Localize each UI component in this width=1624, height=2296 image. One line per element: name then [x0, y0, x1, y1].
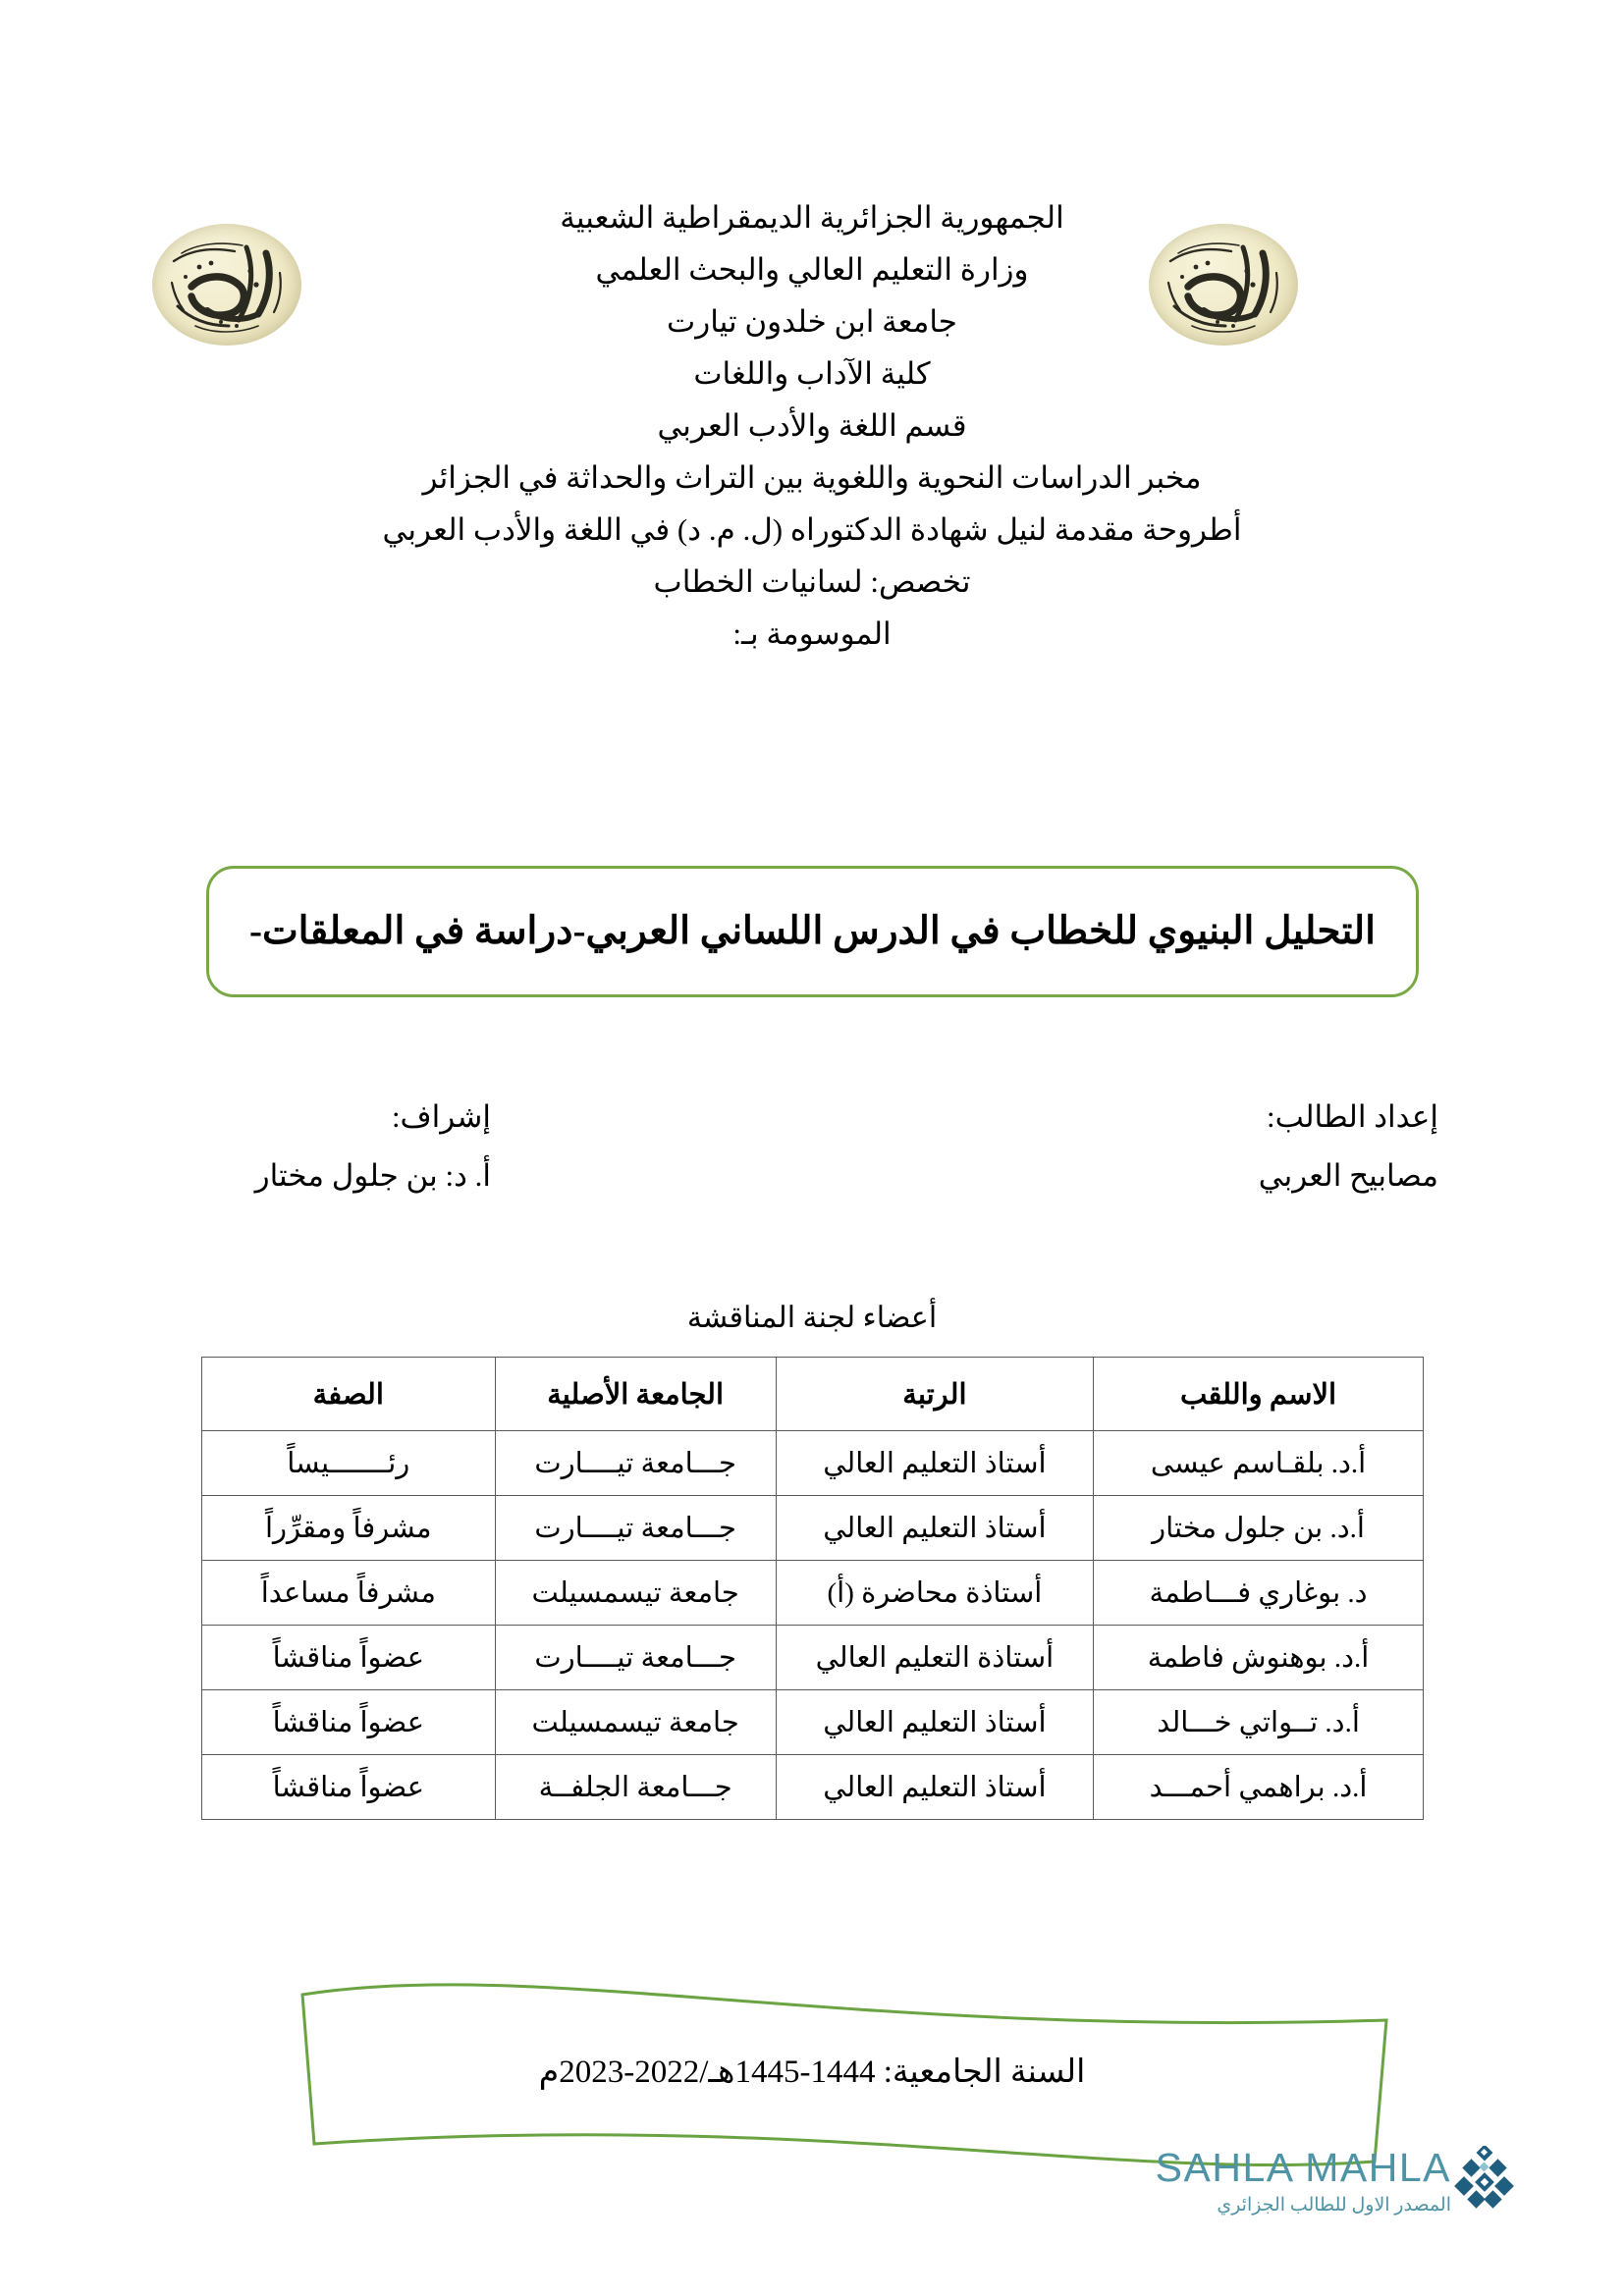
- jury-name: د. بوغاري فـــاطمة: [1094, 1561, 1424, 1626]
- table-row: [202, 1690, 1424, 1755]
- watermark-title: SAHLA MAHLA: [1155, 2145, 1451, 2190]
- supervisor-label: إشراف:: [391, 1099, 491, 1134]
- page-title: التحليل البنيوي للخطاب في الدرس اللساني العربي-دراسة في المعلقات-: [248, 909, 1377, 952]
- column-header-university: الجامعة الأصلية: [495, 1358, 776, 1431]
- jury-role: مشرفاً ومقرِّراً: [202, 1496, 496, 1561]
- header-line-degree: أطروحة مقدمة لنيل شهادة الدكتوراه (ل. م. د) في اللغة والأدب العربي: [382, 512, 1242, 547]
- jury-role: مشرفاً مساعداً: [202, 1561, 496, 1626]
- table-row: [202, 1626, 1424, 1690]
- sahla-mahla-watermark: [1127, 2146, 1520, 2254]
- table-row: [202, 1431, 1424, 1496]
- header-line-faculty: كلية الآداب واللغات: [693, 356, 931, 391]
- jury-role: رئـــــــيساً: [202, 1431, 496, 1496]
- academic-year-text: السنة الجامعية: 1444-1445هـ/2022-2023م: [538, 2055, 1086, 2090]
- jury-university: جـــامعة الجلفــة: [495, 1755, 776, 1820]
- jury-role: عضواً مناقشاً: [202, 1626, 496, 1690]
- header-line-ministry: وزارة التعليم العالي والبحث العلمي: [595, 252, 1029, 287]
- student-name: مصابيح العربي: [1258, 1158, 1438, 1193]
- sahla-mahla-logo-icon: [1451, 2146, 1516, 2215]
- header-line-university: جامعة ابن خلدون تيارت: [667, 304, 957, 339]
- header-line-entitled: الموسومة بـ:: [732, 616, 892, 651]
- table-row: [202, 1561, 1424, 1626]
- jury-rank: أستاذ التعليم العالي: [776, 1496, 1093, 1561]
- header-line-country: الجمهورية الجزائرية الديمقراطية الشعبية: [560, 200, 1064, 235]
- column-header-role: الصفة: [202, 1358, 496, 1431]
- committee-caption: أعضاء لجنة المناقشة: [686, 1302, 938, 1334]
- jury-university: جـــامعة تيــــارت: [495, 1626, 776, 1690]
- jury-role: عضواً مناقشاً: [202, 1690, 496, 1755]
- table-row: [202, 1755, 1424, 1820]
- jury-name: أ.د. بن جلول مختار: [1094, 1496, 1424, 1561]
- jury-rank: أستاذ التعليم العالي: [776, 1431, 1093, 1496]
- jury-name: أ.د. براهمي أحمـــد: [1094, 1755, 1424, 1820]
- column-header-name: الاسم واللقب: [1094, 1358, 1424, 1431]
- supervisor-name: أ. د: بن جلول مختار: [254, 1158, 491, 1193]
- column-header-rank: الرتبة: [776, 1358, 1093, 1431]
- student-label: إعداد الطالب:: [1267, 1099, 1438, 1134]
- thesis-title-box: [206, 866, 1419, 997]
- academic-year-ribbon: [295, 1973, 1394, 2169]
- jury-name: أ.د. تــواتي خـــالد: [1094, 1690, 1424, 1755]
- header-line-specialty: تخصص: لسانيات الخطاب: [653, 564, 971, 599]
- jury-name: أ.د. بوهنوش فاطمة: [1094, 1626, 1424, 1690]
- supervisor-block: [167, 1088, 491, 1205]
- jury-rank: أستاذ التعليم العالي: [776, 1690, 1093, 1755]
- jury-rank: أستاذ التعليم العالي: [776, 1755, 1093, 1820]
- authorship-section: [167, 1088, 1463, 1205]
- jury-rank: أستاذة محاضرة (أ): [776, 1561, 1093, 1626]
- jury-table: [201, 1357, 1424, 1820]
- header-line-department: قسم اللغة والأدب العربي: [657, 408, 967, 443]
- jury-header-row: [202, 1358, 1424, 1431]
- watermark-subtitle: المصدر الاول للطالب الجزائري: [1217, 2195, 1451, 2216]
- header-line-laboratory: مخبر الدراسات النحوية واللغوية بين التراث والحداثة في الجزائر: [422, 460, 1202, 495]
- jury-name: أ.د. بلقـاسم عيسى: [1094, 1431, 1424, 1496]
- jury-role: عضواً مناقشاً: [202, 1755, 496, 1820]
- student-block: [1114, 1088, 1463, 1205]
- jury-university: جامعة تيسمسيلت: [495, 1690, 776, 1755]
- institution-header: [0, 191, 1624, 660]
- jury-university: جـــامعة تيــــارت: [495, 1431, 776, 1496]
- table-row: [202, 1496, 1424, 1561]
- jury-university: جامعة تيسمسيلت: [495, 1561, 776, 1626]
- jury-university: جـــامعة تيــــارت: [495, 1496, 776, 1561]
- jury-rank: أستاذة التعليم العالي: [776, 1626, 1093, 1690]
